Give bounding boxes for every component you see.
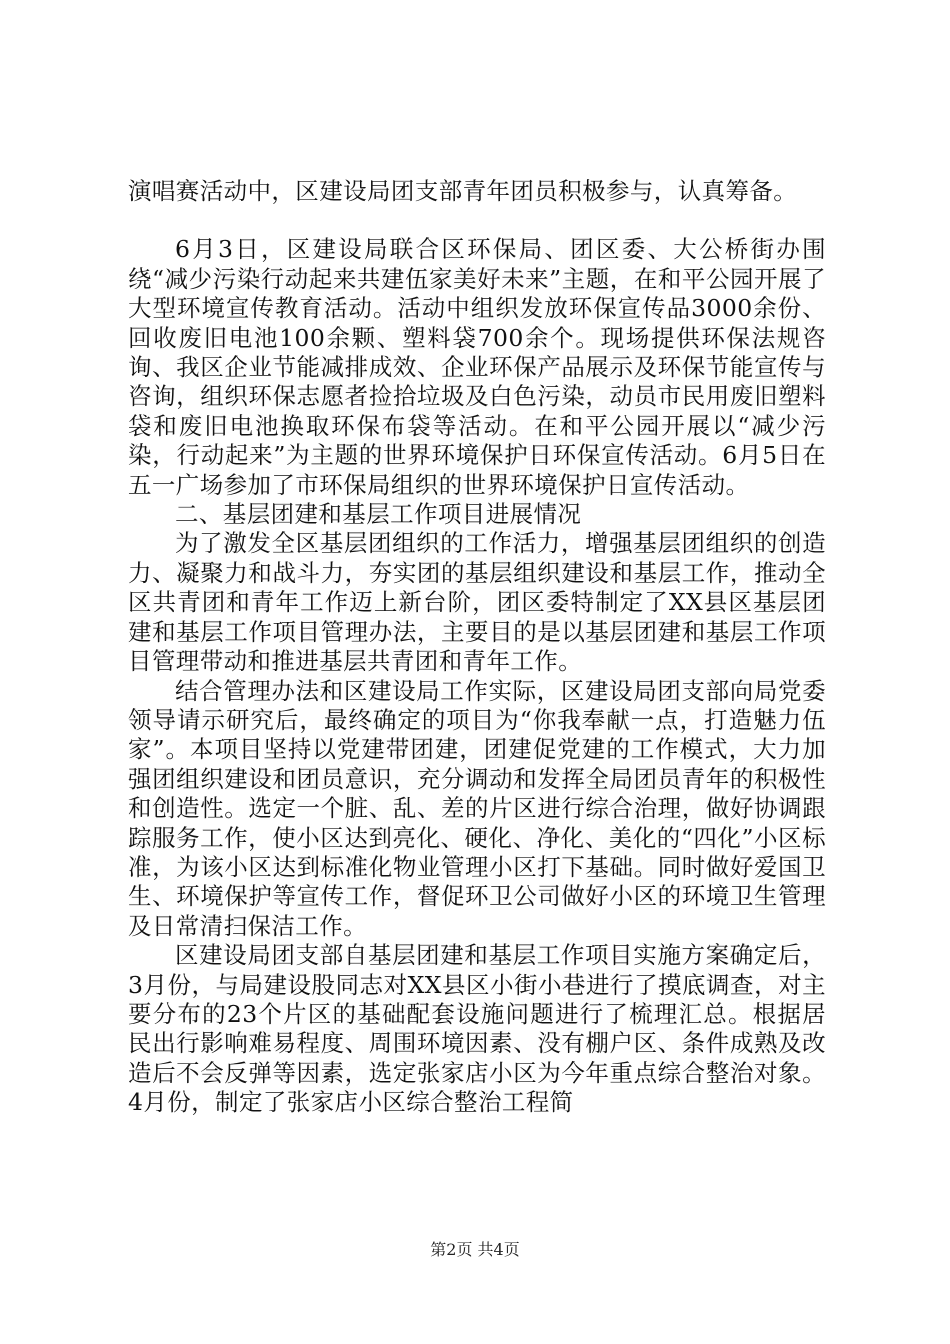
paragraph-continuation: 演唱赛活动中，区建设局团支部青年团员积极参与，认真筹备。: [128, 177, 798, 205]
section-heading: 二、基层团建和基层工作项目进展情况: [175, 500, 582, 529]
paragraph-project-selection: 结合管理办法和区建设局工作实际，区建设局团支部向局党委领导请示研究后，最终确定的项目为“你我奉献一点，打造魅力伍家”。本项目坚持以党建带团建，团建促党建的工作模式，大力加强团组织建设和团员意识，充分调动和发挥全局团员青年的积极性和创造性。选定一个脏、乱、差的片区进行综合治理，做好协调跟踪服务工作，使小区达到亮化、硬化、净化、美化的“四化”小区标准，为该小区达到标准化物业管理小区打下基础。同时做好爱国卫生、环境保护等宣传工作，督促环卫公司做好小区的环境卫生管理及日常清扫保洁工作。: [128, 676, 826, 940]
paragraph-implementation: 区建设局团支部自基层团建和基层工作项目实施方案确定后，3月份，与局建设股同志对XX县区小街小巷进行了摸底调查，对主要分布的23个片区的基础配套设施问题进行了梳理汇总。根据居民出行影响难易程度、周围环境因素、没有棚户区、条件成熟及改造后不会反弹等因素，选定张家店小区为今年重点综合整治对象。4月份，制定了张家店小区综合整治工程简: [128, 941, 826, 1117]
document-body: [128, 177, 826, 1118]
page-number-footer: 第2页 共4页: [430, 1240, 520, 1259]
paragraph-project-management: 为了激发全区基层团组织的工作活力，增强基层团组织的创造力、凝聚力和战斗力，夯实团的基层组织建设和基层工作，推动全区共青团和青年工作迈上新台阶，团区委特制定了XX县区基层团建和基层工作项目管理办法，主要目的是以基层团建和基层工作项目管理带动和推进基层共青团和青年工作。: [128, 529, 826, 676]
paragraph-environment-activity: 6月3日，区建设局联合区环保局、团区委、大公桥街办围绕“减少污染行动起来共建伍家美好未来”主题，在和平公园开展了大型环境宣传教育活动。活动中组织发放环保宣传品3000余份、回收废旧电池100余颗、塑料袋700余个。现场提供环保法规咨询、我区企业节能减排成效、企业环保产品展示及环保节能宣传与咨询，组织环保志愿者捡拾垃圾及白色污染，动员市民用废旧塑料袋和废旧电池换取环保布袋等活动。在和平公园开展以“减少污染，行动起来”为主题的世界环境保护日环保宣传活动。6月5日在五一广场参加了市环保局组织的世界环境保护日宣传活动。: [128, 235, 826, 499]
